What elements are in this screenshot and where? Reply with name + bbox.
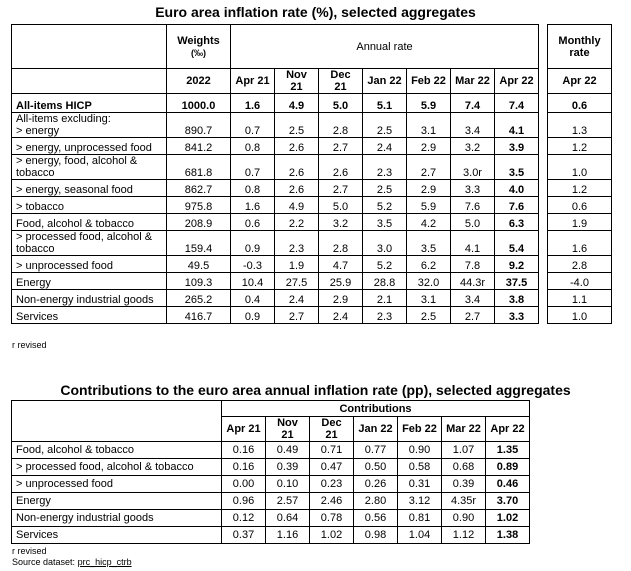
table-row xyxy=(12,138,612,155)
value-cell: 3.8 xyxy=(495,290,539,307)
period-header: Dec 21 xyxy=(319,69,363,94)
value-cell: 5.2 xyxy=(363,256,407,273)
period-header: Apr 21 xyxy=(222,417,266,442)
value-cell: 0.56 xyxy=(354,510,398,527)
row-label: > processed food, alcohol & tobacco xyxy=(12,231,167,256)
weights-year: 2022 xyxy=(167,69,231,94)
weights-header xyxy=(167,25,231,69)
row-label: Energy xyxy=(12,493,222,510)
monthly-cell: 2.8 xyxy=(548,256,612,273)
period-header: Jan 22 xyxy=(363,69,407,94)
value-cell: 7.4 xyxy=(495,94,539,113)
weight-cell: 862.7 xyxy=(167,180,231,197)
value-cell: 0.71 xyxy=(310,442,354,459)
period-row xyxy=(12,69,612,94)
value-cell: 1.07 xyxy=(442,442,486,459)
table-row xyxy=(12,231,612,256)
value-cell: 44.3r xyxy=(451,273,495,290)
value-cell: 0.8 xyxy=(231,180,275,197)
value-cell: 3.4 xyxy=(451,290,495,307)
row-label xyxy=(12,113,167,138)
value-cell: 2.5 xyxy=(407,307,451,324)
value-cell: 2.57 xyxy=(266,493,310,510)
value-cell: 4.9 xyxy=(275,94,319,113)
blank-header-cell xyxy=(12,25,167,69)
monthly-cell: 1.6 xyxy=(548,231,612,256)
value-cell: 5.0 xyxy=(319,94,363,113)
value-cell: 0.16 xyxy=(222,442,266,459)
value-cell: 0.46 xyxy=(486,476,530,493)
value-cell: 0.23 xyxy=(310,476,354,493)
weight-cell: 49.5 xyxy=(167,256,231,273)
gap-cell xyxy=(539,138,548,155)
source-label: Source dataset: xyxy=(12,557,76,567)
period-header: Nov 21 xyxy=(266,417,310,442)
value-cell: 1.04 xyxy=(398,527,442,544)
value-cell: 2.7 xyxy=(319,180,363,197)
value-cell: 7.8 xyxy=(451,256,495,273)
value-cell: 0.50 xyxy=(354,459,398,476)
row-label: Non-energy industrial goods xyxy=(12,290,167,307)
value-cell: 3.3 xyxy=(495,307,539,324)
header-row xyxy=(12,401,530,417)
value-cell: 1.16 xyxy=(266,527,310,544)
weight-cell: 975.8 xyxy=(167,197,231,214)
gap-cell xyxy=(539,197,548,214)
table-row xyxy=(12,197,612,214)
value-cell: 2.7 xyxy=(451,307,495,324)
table-row xyxy=(12,510,530,527)
value-cell: 3.5 xyxy=(363,214,407,231)
row-sub-label: > energy xyxy=(16,125,60,137)
value-cell: 1.38 xyxy=(486,527,530,544)
row-label: > processed food, alcohol & tobacco xyxy=(12,459,222,476)
value-cell: 0.16 xyxy=(222,459,266,476)
value-cell: 3.2 xyxy=(319,214,363,231)
row-label: Energy xyxy=(12,273,167,290)
period-header: Dec 21 xyxy=(310,417,354,442)
row-label: > energy, unprocessed food xyxy=(12,138,167,155)
row-label: > unprocessed food xyxy=(12,256,167,273)
value-cell: 2.80 xyxy=(354,493,398,510)
value-cell: 0.98 xyxy=(354,527,398,544)
weight-cell: 109.3 xyxy=(167,273,231,290)
period-header: Apr 22 xyxy=(486,417,530,442)
value-cell: 0.58 xyxy=(398,459,442,476)
value-cell: 0.37 xyxy=(222,527,266,544)
value-cell: 3.12 xyxy=(398,493,442,510)
value-cell: 5.0 xyxy=(319,197,363,214)
row-label: > energy, seasonal food xyxy=(12,180,167,197)
value-cell: 9.2 xyxy=(495,256,539,273)
value-cell: 2.8 xyxy=(319,231,363,256)
header-row xyxy=(12,25,612,69)
monthly-cell: 0.6 xyxy=(548,197,612,214)
value-cell: 7.4 xyxy=(451,94,495,113)
value-cell: 6.2 xyxy=(407,256,451,273)
value-cell: 2.2 xyxy=(275,214,319,231)
value-cell: 0.96 xyxy=(222,493,266,510)
gap-cell xyxy=(539,231,548,256)
monthly-cell: 0.6 xyxy=(548,94,612,113)
period-header: Apr 22 xyxy=(495,69,539,94)
gap-cell xyxy=(539,256,548,273)
value-cell: 6.3 xyxy=(495,214,539,231)
value-cell: 4.1 xyxy=(451,231,495,256)
monthly-cell: 1.2 xyxy=(548,138,612,155)
gap-cell xyxy=(539,273,548,290)
weight-cell: 159.4 xyxy=(167,231,231,256)
monthly-cell: -4.0 xyxy=(548,273,612,290)
period-header: Jan 22 xyxy=(354,417,398,442)
value-cell: 2.3 xyxy=(275,231,319,256)
value-cell: 10.4 xyxy=(231,273,275,290)
value-cell: 0.7 xyxy=(231,113,275,138)
contributions-header: Contributions xyxy=(222,401,530,417)
value-cell: 0.47 xyxy=(310,459,354,476)
value-cell: 2.7 xyxy=(407,155,451,180)
gap-cell xyxy=(539,214,548,231)
value-cell: 27.5 xyxy=(275,273,319,290)
table1-note: r revised xyxy=(12,340,47,350)
table-row xyxy=(12,527,530,544)
value-cell: 3.9 xyxy=(495,138,539,155)
blank-header-cell xyxy=(12,69,167,94)
value-cell: 1.02 xyxy=(486,510,530,527)
value-cell: 3.3 xyxy=(451,180,495,197)
value-cell: 0.31 xyxy=(398,476,442,493)
gap-cell xyxy=(539,69,548,94)
value-cell: 37.5 xyxy=(495,273,539,290)
value-cell: 2.6 xyxy=(319,155,363,180)
table-row xyxy=(12,307,612,324)
value-cell: 0.90 xyxy=(398,442,442,459)
value-cell: 5.2 xyxy=(363,197,407,214)
value-cell: 2.5 xyxy=(363,113,407,138)
value-cell: 7.6 xyxy=(451,197,495,214)
row-label: > unprocessed food xyxy=(12,476,222,493)
value-cell: 5.4 xyxy=(495,231,539,256)
value-cell: 0.49 xyxy=(266,442,310,459)
value-cell: 0.39 xyxy=(266,459,310,476)
period-header: Mar 22 xyxy=(451,69,495,94)
monthly-cell: 1.1 xyxy=(548,290,612,307)
value-cell: 0.7 xyxy=(231,155,275,180)
value-cell: 0.6 xyxy=(231,214,275,231)
value-cell: 7.6 xyxy=(495,197,539,214)
table2-title: Contributions to the euro area annual inflation rate (pp), selected aggregates xyxy=(60,382,571,398)
table-row xyxy=(12,493,530,510)
value-cell: 3.5 xyxy=(495,155,539,180)
monthly-cell: 1.2 xyxy=(548,180,612,197)
table-row xyxy=(12,476,530,493)
value-cell: 0.68 xyxy=(442,459,486,476)
value-cell: 0.4 xyxy=(231,290,275,307)
value-cell: 2.5 xyxy=(363,180,407,197)
value-cell: 4.9 xyxy=(275,197,319,214)
period-header: Feb 22 xyxy=(398,417,442,442)
value-cell: 4.2 xyxy=(407,214,451,231)
value-cell: 0.26 xyxy=(354,476,398,493)
value-cell: 0.9 xyxy=(231,307,275,324)
period-header: Mar 22 xyxy=(442,417,486,442)
table-row xyxy=(12,290,612,307)
value-cell: 1.02 xyxy=(310,527,354,544)
table-row xyxy=(12,94,612,113)
inflation-rate-table xyxy=(11,24,612,324)
value-cell: 0.78 xyxy=(310,510,354,527)
weight-cell: 265.2 xyxy=(167,290,231,307)
row-label: Services xyxy=(12,527,222,544)
value-cell: 2.9 xyxy=(407,138,451,155)
value-cell: -0.3 xyxy=(231,256,275,273)
value-cell: 3.70 xyxy=(486,493,530,510)
value-cell: 2.46 xyxy=(310,493,354,510)
table-row xyxy=(12,459,530,476)
value-cell: 2.9 xyxy=(407,180,451,197)
monthly-period-header: Apr 22 xyxy=(548,69,612,94)
value-cell: 4.35r xyxy=(442,493,486,510)
period-header: Feb 22 xyxy=(407,69,451,94)
weight-cell: 416.7 xyxy=(167,307,231,324)
value-cell: 5.9 xyxy=(407,94,451,113)
value-cell: 2.9 xyxy=(319,290,363,307)
row-label: Non-energy industrial goods xyxy=(12,510,222,527)
row-label: > energy, food, alcohol & tobacco xyxy=(12,155,167,180)
monthly-cell: 1.9 xyxy=(548,214,612,231)
value-cell: 1.12 xyxy=(442,527,486,544)
value-cell: 0.77 xyxy=(354,442,398,459)
row-label: > tobacco xyxy=(12,197,167,214)
value-cell: 0.00 xyxy=(222,476,266,493)
value-cell: 2.3 xyxy=(363,307,407,324)
contributions-table xyxy=(11,400,530,544)
monthly-rate-header: Monthly rate xyxy=(548,25,612,69)
value-cell: 0.64 xyxy=(266,510,310,527)
row-group-label: All-items excluding: xyxy=(16,113,111,125)
monthly-cell: 1.3 xyxy=(548,113,612,138)
table-row xyxy=(12,273,612,290)
value-cell: 5.0 xyxy=(451,214,495,231)
value-cell: 4.0 xyxy=(495,180,539,197)
value-cell: 3.0r xyxy=(451,155,495,180)
table-row xyxy=(12,180,612,197)
source-link[interactable]: prc_hicp_ctrb xyxy=(77,557,132,567)
monthly-cell: 1.0 xyxy=(548,155,612,180)
gap-cell xyxy=(539,155,548,180)
weights-label: Weights xyxy=(177,34,220,47)
gap-cell xyxy=(539,180,548,197)
value-cell: 1.6 xyxy=(231,197,275,214)
value-cell: 5.1 xyxy=(363,94,407,113)
value-cell: 3.4 xyxy=(451,113,495,138)
value-cell: 2.5 xyxy=(275,113,319,138)
value-cell: 3.2 xyxy=(451,138,495,155)
value-cell: 3.1 xyxy=(407,113,451,138)
table-row xyxy=(12,155,612,180)
row-label: Food, alcohol & tobacco xyxy=(12,442,222,459)
annual-rate-header: Annual rate xyxy=(231,25,539,69)
value-cell: 0.9 xyxy=(231,231,275,256)
value-cell: 2.4 xyxy=(275,290,319,307)
value-cell: 2.3 xyxy=(363,155,407,180)
row-label: All-items HICP xyxy=(12,94,167,113)
gap-cell xyxy=(539,307,548,324)
value-cell: 4.7 xyxy=(319,256,363,273)
weight-cell: 890.7 xyxy=(167,113,231,138)
value-cell: 1.6 xyxy=(231,94,275,113)
value-cell: 0.90 xyxy=(442,510,486,527)
row-label: Services xyxy=(12,307,167,324)
value-cell: 0.8 xyxy=(231,138,275,155)
weight-cell: 681.8 xyxy=(167,155,231,180)
table-row xyxy=(12,214,612,231)
period-header: Nov 21 xyxy=(275,69,319,94)
value-cell: 2.4 xyxy=(319,307,363,324)
monthly-cell: 1.0 xyxy=(548,307,612,324)
table-row xyxy=(12,442,530,459)
value-cell: 0.89 xyxy=(486,459,530,476)
table1-title: Euro area inflation rate (%), selected aggregates xyxy=(155,4,476,20)
value-cell: 0.10 xyxy=(266,476,310,493)
value-cell: 25.9 xyxy=(319,273,363,290)
weight-cell: 841.2 xyxy=(167,138,231,155)
source-line xyxy=(12,557,132,567)
value-cell: 0.39 xyxy=(442,476,486,493)
period-header: Apr 21 xyxy=(231,69,275,94)
value-cell: 2.6 xyxy=(275,138,319,155)
weights-unit: (‰) xyxy=(191,47,206,58)
row-label: Food, alcohol & tobacco xyxy=(12,214,167,231)
value-cell: 1.9 xyxy=(275,256,319,273)
value-cell: 2.7 xyxy=(275,307,319,324)
value-cell: 1.35 xyxy=(486,442,530,459)
value-cell: 2.4 xyxy=(363,138,407,155)
weight-cell: 208.9 xyxy=(167,214,231,231)
value-cell: 3.0 xyxy=(363,231,407,256)
value-cell: 4.1 xyxy=(495,113,539,138)
value-cell: 0.12 xyxy=(222,510,266,527)
gap-cell xyxy=(539,290,548,307)
value-cell: 2.6 xyxy=(275,155,319,180)
value-cell: 5.9 xyxy=(407,197,451,214)
value-cell: 2.1 xyxy=(363,290,407,307)
value-cell: 2.6 xyxy=(275,180,319,197)
table-row xyxy=(12,256,612,273)
gap-cell xyxy=(539,94,548,113)
weight-cell: 1000.0 xyxy=(167,94,231,113)
value-cell: 2.7 xyxy=(319,138,363,155)
value-cell: 3.5 xyxy=(407,231,451,256)
value-cell: 32.0 xyxy=(407,273,451,290)
gap-cell xyxy=(539,113,548,138)
gap-cell xyxy=(539,25,548,69)
table2-note: r revised xyxy=(12,546,47,556)
value-cell: 3.1 xyxy=(407,290,451,307)
value-cell: 0.81 xyxy=(398,510,442,527)
value-cell: 28.8 xyxy=(363,273,407,290)
blank-header-cell xyxy=(12,401,222,442)
value-cell: 2.8 xyxy=(319,113,363,138)
table-row xyxy=(12,113,612,138)
